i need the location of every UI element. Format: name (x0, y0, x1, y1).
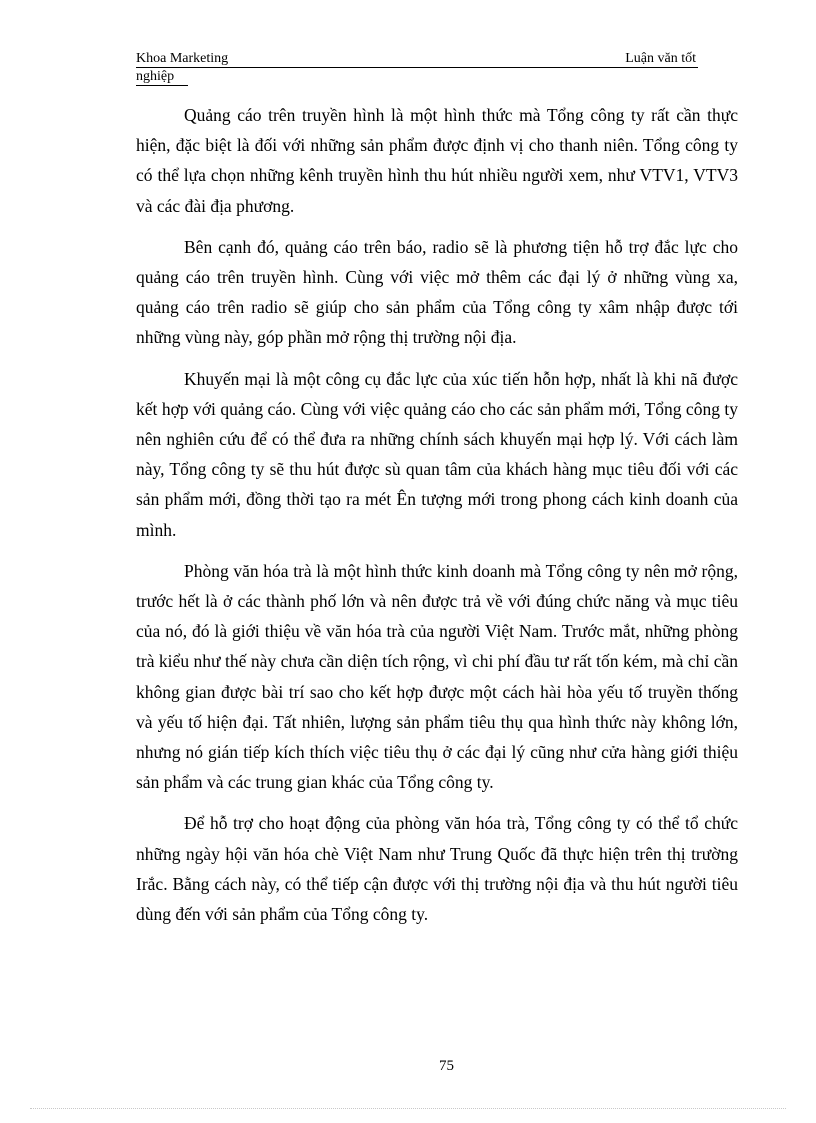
body-text (136, 100, 738, 940)
paragraph-tv-advertising: Quảng cáo trên truyền hình là một hình thức mà Tổng công ty rất cần thực hiện, đặc biệt là đối với những sản phẩm được định vị cho thanh niên. Tổng công ty có thể lựa chọn những kênh truyền hình thu hút nhiều người xem, như VTV1, VTV3 và các đài địa phương. (136, 105, 738, 216)
paragraph-tea-room: Phòng văn hóa trà là một hình thức kinh doanh mà Tổng công ty nên mở rộng, trước hết là ở các thành phố lớn và nên được trả về với đúng chức năng và mục tiêu của nó, đó là giới thiệu về văn hóa trà của người Việt Nam. Trước mắt, những phòng trà kiểu như thế này chưa cần diện tích rộng, vì chi phí đầu tư rất tốn kém, mà chỉ cần không gian được bài trí sao cho kết hợp được một cách hài hòa yếu tố truyền thống và yếu tố hiện đại. Tất nhiên, lượng sản phẩm tiêu thụ qua hình thức này không lớn, nhưng nó gián tiếp kích thích việc tiêu thụ ở các đại lý cũng như cửa hàng giới thiệu sản phẩm và các trung gian khác của Tổng công ty. (136, 560, 738, 793)
running-header (136, 50, 698, 86)
paragraph-tea-festival: Để hỗ trợ cho hoạt động của phòng văn hóa trà, Tổng công ty có thể tổ chức những ngày hội văn hóa chè Việt Nam như Trung Quốc đã thực hiện trên thị trường Irắc. Bằng cách này, có thể tiếp cận được với thị trường nội địa và thu hút người tiêu dùng đến với sản phẩm của Tổng công ty. (136, 813, 738, 925)
header-thesis-continuation: nghiệp (136, 68, 188, 86)
header-faculty: Khoa Marketing (136, 51, 229, 66)
header-thesis-label: Luận văn tốt (625, 51, 696, 66)
header-line (136, 50, 698, 68)
page-number: 75 (439, 1058, 454, 1074)
paragraph-promotion: Khuyến mại là một công cụ đắc lực của xúc tiến hỗn hợp, nhất là khi nã được kết hợp với quảng cáo. Cùng với việc quảng cáo cho các sản phẩm mới, Tổng công ty nên nghiên cứu để có thể đưa ra những chính sách khuyến mại hợp lý. Với cách làm này, Tổng công ty sẽ thu hút được sù quan tâm của khách hàng mục tiêu đối với các sản phẩm mới, đồng thời tạo ra mét Ên tượng mới trong phong cách kinh doanh của mình. (136, 368, 738, 540)
paragraph-press-radio: Bên cạnh đó, quảng cáo trên báo, radio sẽ là phương tiện hỗ trợ đắc lực cho quảng cáo trên truyền hình. Cùng với việc mở thêm các đại lý ở những vùng xa, quảng cáo trên radio sẽ giúp cho sản phẩm của Tổng công ty xâm nhập được tới những vùng này, góp phần mở rộng thị trường nội địa. (136, 236, 738, 348)
page-bottom-rule (30, 1108, 786, 1109)
